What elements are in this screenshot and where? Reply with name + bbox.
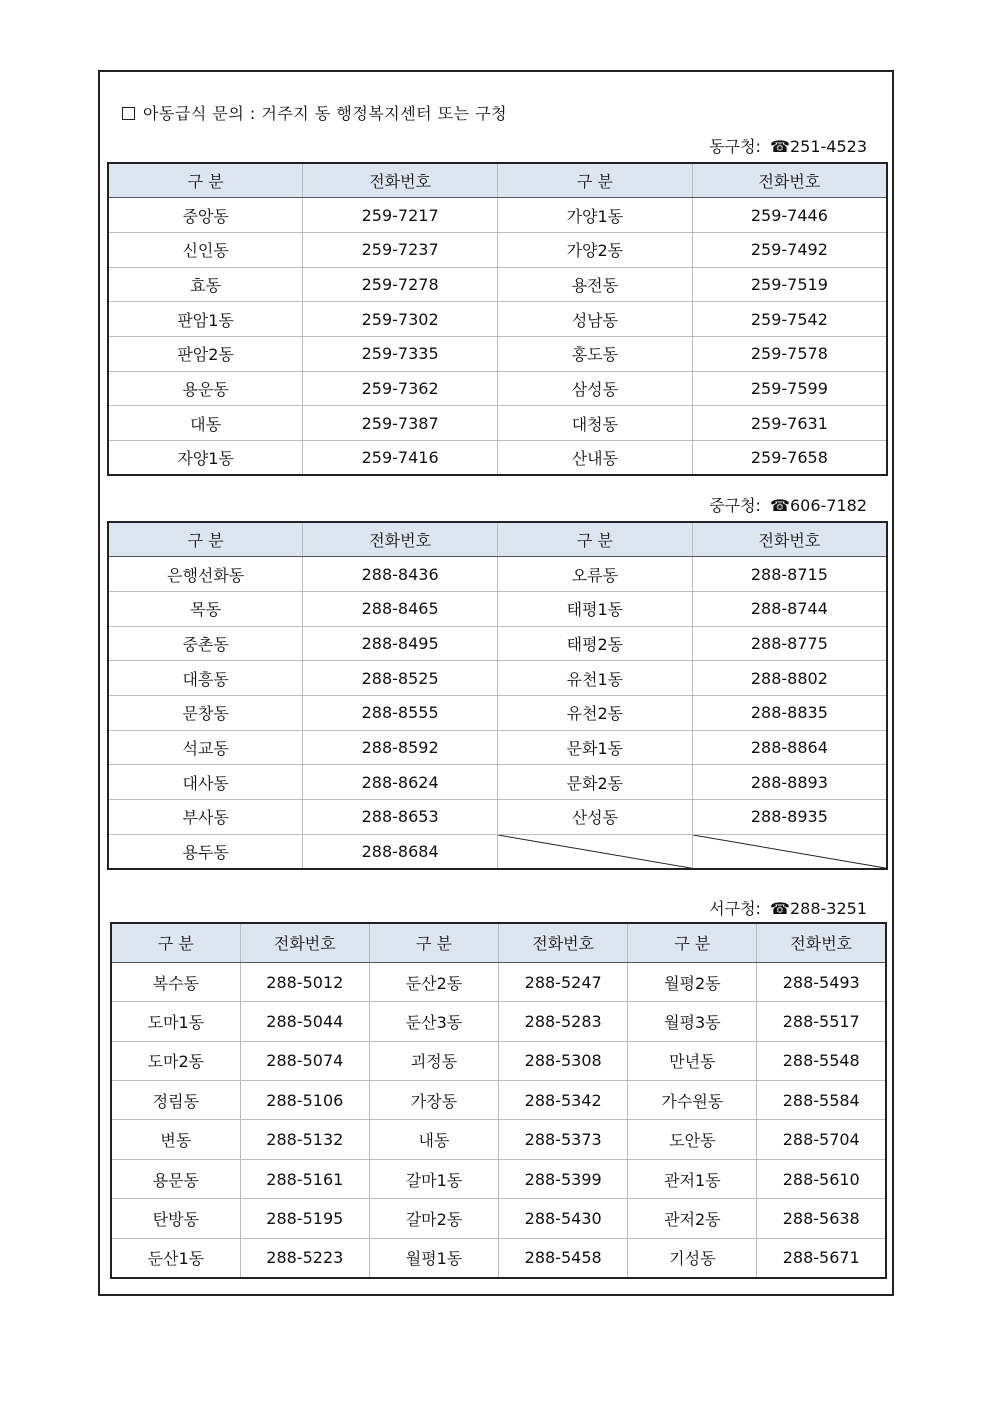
header-phone: 전화번호 <box>692 522 887 557</box>
dong-name-cell: 가수원동 <box>628 1081 757 1120</box>
phone-number-cell: 288-8864 <box>692 730 887 765</box>
dong-name-cell: 대흥동 <box>108 661 303 696</box>
dong-name-cell: 용문동 <box>111 1159 240 1198</box>
phone-number-cell: 288-5430 <box>499 1199 628 1238</box>
phone-number-cell: 288-8436 <box>303 557 498 592</box>
phone-number-cell: 259-7599 <box>692 371 887 406</box>
dong-name-cell: 용두동 <box>108 834 303 869</box>
phone-number-cell: 288-8775 <box>692 626 887 661</box>
page-heading <box>122 101 507 124</box>
phone-number-cell: 288-5223 <box>240 1238 369 1277</box>
header-phone: 전화번호 <box>499 923 628 962</box>
jung-gu-table <box>107 521 888 870</box>
dong-gu-office-phone: 251-4523 <box>789 137 867 156</box>
table-header-row <box>108 163 887 198</box>
dong-name-cell: 유천2동 <box>498 695 693 730</box>
dong-name-cell: 용전동 <box>498 267 693 302</box>
dong-name-cell: 월평2동 <box>628 962 757 1001</box>
phone-icon: ☎ <box>770 899 790 918</box>
dong-name-cell: 문창동 <box>108 695 303 730</box>
dong-name-cell: 산내동 <box>498 441 693 476</box>
phone-number-cell: 259-7416 <box>303 441 498 476</box>
phone-number-cell: 288-8465 <box>303 591 498 626</box>
dong-gu-office-label: 동구청: <box>709 137 761 156</box>
phone-number-cell: 288-5704 <box>757 1120 886 1159</box>
dong-name-cell: 목동 <box>108 591 303 626</box>
phone-icon: ☎ <box>770 137 790 156</box>
table-row <box>108 406 887 441</box>
dong-name-cell: 내동 <box>369 1120 498 1159</box>
dong-name-cell: 가장동 <box>369 1081 498 1120</box>
phone-number-cell: 288-5161 <box>240 1159 369 1198</box>
phone-number-cell: 288-8802 <box>692 661 887 696</box>
dong-name-cell: 만년동 <box>628 1041 757 1080</box>
dong-name-cell: 복수동 <box>111 962 240 1001</box>
dong-name-cell: 대청동 <box>498 406 693 441</box>
dong-name-cell: 자양1동 <box>108 441 303 476</box>
table-row <box>111 1120 886 1159</box>
phone-number-cell: 288-8744 <box>692 591 887 626</box>
phone-number-cell: 259-7578 <box>692 336 887 371</box>
table-row <box>111 962 886 1001</box>
jung-gu-office-phone: 606-7182 <box>789 496 867 515</box>
header-phone: 전화번호 <box>303 522 498 557</box>
dong-name-cell: 관저2동 <box>628 1199 757 1238</box>
dong-name-cell: 중촌동 <box>108 626 303 661</box>
phone-number-cell: 259-7387 <box>303 406 498 441</box>
dong-name-cell: 갈마2동 <box>369 1199 498 1238</box>
dong-gu-table <box>107 162 888 476</box>
dong-name-cell: 월평3동 <box>628 1002 757 1041</box>
header-phone: 전화번호 <box>303 163 498 198</box>
phone-number-cell: 288-5548 <box>757 1041 886 1080</box>
seo-gu-office <box>709 896 867 919</box>
header-phone: 전화번호 <box>692 163 887 198</box>
phone-number-cell: 288-8684 <box>303 834 498 869</box>
phone-number-cell: 288-8624 <box>303 765 498 800</box>
dong-name-cell: 정림동 <box>111 1081 240 1120</box>
table-row <box>108 336 887 371</box>
phone-number-cell: 259-7658 <box>692 441 887 476</box>
header-area: 구 분 <box>111 923 240 962</box>
phone-number-cell: 288-5373 <box>499 1120 628 1159</box>
phone-number-cell: 288-8935 <box>692 800 887 835</box>
dong-name-cell: 월평1동 <box>369 1238 498 1277</box>
seo-gu-table <box>110 922 887 1279</box>
phone-number-cell: 259-7302 <box>303 302 498 337</box>
header-area: 구 분 <box>108 163 303 198</box>
dong-name-cell: 변동 <box>111 1120 240 1159</box>
phone-number-cell: 288-5195 <box>240 1199 369 1238</box>
phone-number-cell: 288-5044 <box>240 1002 369 1041</box>
table-row <box>108 371 887 406</box>
dong-name-cell: 판암2동 <box>108 336 303 371</box>
header-area: 구 분 <box>498 163 693 198</box>
phone-number-cell: 259-7217 <box>303 198 498 233</box>
dong-name-cell: 가양1동 <box>498 198 693 233</box>
phone-number-cell: 288-8525 <box>303 661 498 696</box>
dong-name-cell: 부사동 <box>108 800 303 835</box>
phone-number-cell: 288-5342 <box>499 1081 628 1120</box>
dong-name-cell: 산성동 <box>498 800 693 835</box>
phone-number-cell: 288-5074 <box>240 1041 369 1080</box>
table-row <box>108 626 887 661</box>
dong-name-cell: 판암1동 <box>108 302 303 337</box>
dong-name-cell: 가양2동 <box>498 232 693 267</box>
table-row <box>108 800 887 835</box>
phone-number-cell: 288-5610 <box>757 1159 886 1198</box>
dong-name-cell: 성남동 <box>498 302 693 337</box>
jung-gu-office-label: 중구청: <box>709 496 761 515</box>
dong-name-cell: 도마1동 <box>111 1002 240 1041</box>
dong-name-cell: 은행선화동 <box>108 557 303 592</box>
phone-number-cell: 259-7446 <box>692 198 887 233</box>
header-area: 구 분 <box>628 923 757 962</box>
table-row <box>108 302 887 337</box>
table-row <box>108 661 887 696</box>
phone-number-cell: 288-5106 <box>240 1081 369 1120</box>
phone-number-cell: 288-5493 <box>757 962 886 1001</box>
dong-name-cell: 중앙동 <box>108 198 303 233</box>
dong-name-cell: 탄방동 <box>111 1199 240 1238</box>
dong-name-cell: 효동 <box>108 267 303 302</box>
phone-number-cell: 259-7519 <box>692 267 887 302</box>
table-row <box>111 1199 886 1238</box>
phone-icon: ☎ <box>770 496 790 515</box>
phone-number-cell: 288-5458 <box>499 1238 628 1277</box>
phone-number-cell: 288-5638 <box>757 1199 886 1238</box>
dong-name-cell: 오류동 <box>498 557 693 592</box>
table-row <box>108 834 887 869</box>
table-row <box>108 441 887 476</box>
dong-name-cell: 유천1동 <box>498 661 693 696</box>
table-row <box>111 1081 886 1120</box>
phone-number-cell: 259-7278 <box>303 267 498 302</box>
dong-name-cell: 도안동 <box>628 1120 757 1159</box>
seo-gu-office-phone: 288-3251 <box>789 899 867 918</box>
phone-number-cell: 288-8715 <box>692 557 887 592</box>
dong-name-cell: 괴정동 <box>369 1041 498 1080</box>
phone-number-cell: 288-5399 <box>499 1159 628 1198</box>
phone-number-cell: 259-7542 <box>692 302 887 337</box>
table-row <box>108 591 887 626</box>
table-row <box>111 1238 886 1277</box>
header-area: 구 분 <box>108 522 303 557</box>
jung-gu-office <box>709 493 867 516</box>
dong-gu-office <box>709 134 867 157</box>
phone-number-cell: 288-5012 <box>240 962 369 1001</box>
dong-name-cell: 둔산1동 <box>111 1238 240 1277</box>
empty-diagonal-cell <box>692 834 887 869</box>
phone-number-cell: 288-8653 <box>303 800 498 835</box>
dong-name-cell: 둔산3동 <box>369 1002 498 1041</box>
table-row <box>111 1159 886 1198</box>
phone-number-cell: 288-8555 <box>303 695 498 730</box>
phone-number-cell: 259-7335 <box>303 336 498 371</box>
dong-name-cell: 갈마1동 <box>369 1159 498 1198</box>
dong-name-cell: 문화2동 <box>498 765 693 800</box>
table-row <box>108 198 887 233</box>
table-row <box>108 557 887 592</box>
header-phone: 전화번호 <box>240 923 369 962</box>
checkbox-bullet-icon <box>122 107 135 120</box>
dong-name-cell: 대동 <box>108 406 303 441</box>
dong-name-cell: 신인동 <box>108 232 303 267</box>
table-row <box>108 730 887 765</box>
phone-number-cell: 259-7237 <box>303 232 498 267</box>
table-row <box>108 695 887 730</box>
header-phone: 전화번호 <box>757 923 886 962</box>
phone-number-cell: 288-5517 <box>757 1002 886 1041</box>
dong-name-cell: 삼성동 <box>498 371 693 406</box>
phone-number-cell: 288-5247 <box>499 962 628 1001</box>
table-row <box>111 1041 886 1080</box>
phone-number-cell: 259-7362 <box>303 371 498 406</box>
table-row <box>108 765 887 800</box>
phone-number-cell: 288-5132 <box>240 1120 369 1159</box>
header-area: 구 분 <box>369 923 498 962</box>
empty-diagonal-cell <box>498 834 693 869</box>
phone-number-cell: 259-7492 <box>692 232 887 267</box>
dong-name-cell: 도마2동 <box>111 1041 240 1080</box>
seo-gu-office-label: 서구청: <box>709 899 761 918</box>
dong-name-cell: 태평1동 <box>498 591 693 626</box>
dong-name-cell: 문화1동 <box>498 730 693 765</box>
dong-name-cell: 관저1동 <box>628 1159 757 1198</box>
phone-number-cell: 288-8835 <box>692 695 887 730</box>
dong-name-cell: 홍도동 <box>498 336 693 371</box>
table-header-row <box>111 923 886 962</box>
dong-name-cell: 대사동 <box>108 765 303 800</box>
phone-number-cell: 288-5671 <box>757 1238 886 1277</box>
table-row <box>108 232 887 267</box>
phone-number-cell: 288-5308 <box>499 1041 628 1080</box>
heading-text: 아동급식 문의 : 거주지 동 행정복지센터 또는 구청 <box>143 104 508 123</box>
dong-name-cell: 태평2동 <box>498 626 693 661</box>
dong-name-cell: 석교동 <box>108 730 303 765</box>
phone-number-cell: 288-5584 <box>757 1081 886 1120</box>
phone-number-cell: 288-8592 <box>303 730 498 765</box>
phone-number-cell: 259-7631 <box>692 406 887 441</box>
table-header-row <box>108 522 887 557</box>
dong-name-cell: 둔산2동 <box>369 962 498 1001</box>
table-row <box>111 1002 886 1041</box>
table-row <box>108 267 887 302</box>
phone-number-cell: 288-5283 <box>499 1002 628 1041</box>
header-area: 구 분 <box>498 522 693 557</box>
dong-name-cell: 기성동 <box>628 1238 757 1277</box>
phone-number-cell: 288-8893 <box>692 765 887 800</box>
phone-number-cell: 288-8495 <box>303 626 498 661</box>
dong-name-cell: 용운동 <box>108 371 303 406</box>
